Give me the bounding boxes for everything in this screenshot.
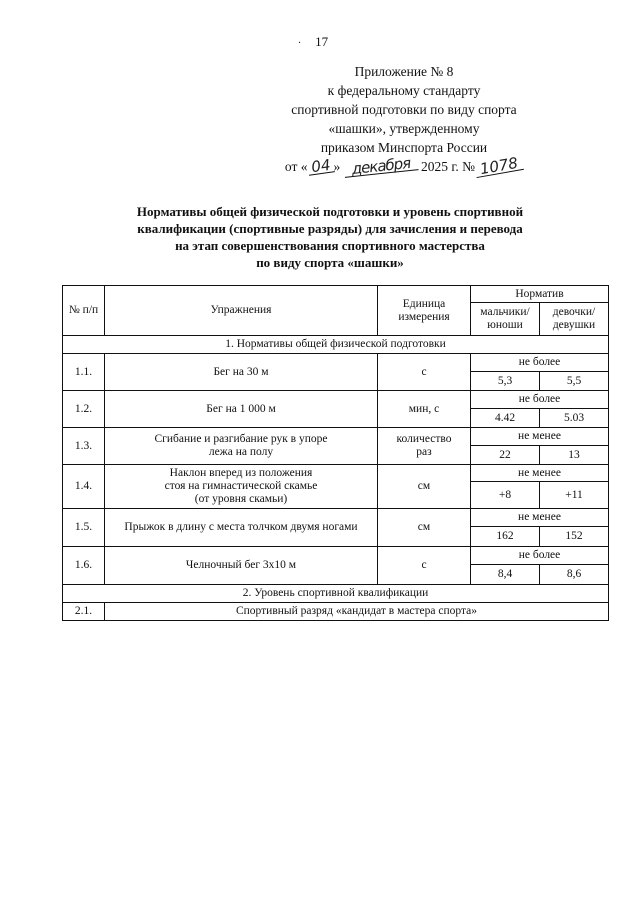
row-unit: [378, 428, 471, 465]
row-condition: не более: [471, 354, 609, 372]
section-row: [63, 585, 609, 603]
row-num: 2.1.: [63, 603, 105, 621]
row-num: 1.4.: [63, 465, 105, 509]
row-exercise-line: Сгибание и разгибание рук в упоре: [154, 433, 328, 445]
row-qualification: Спортивный разряд «кандидат в мастера спорта»: [105, 603, 609, 621]
appendix-line-4: «шашки», утвержденному: [328, 121, 480, 136]
header-girls: девочки/ девушки: [540, 303, 609, 336]
row-boys-value: 162: [471, 527, 540, 547]
appendix-header: [254, 62, 554, 179]
row-exercise: Бег на 30 м: [105, 354, 378, 391]
row-num: 1.3.: [63, 428, 105, 465]
row-exercise: Прыжок в длину с места толчком двумя ногами: [105, 509, 378, 547]
table-row: [63, 547, 609, 565]
row-condition: не менее: [471, 509, 609, 527]
header-norm: Норматив: [471, 286, 609, 303]
header-unit: Единица измерения: [378, 286, 471, 336]
header-boys: мальчики/ юноши: [471, 303, 540, 336]
row-girls-value: 13: [540, 446, 609, 465]
row-exercise-line: Наклон вперед из положения: [169, 467, 313, 479]
appendix-line-1: Приложение № 8: [354, 64, 454, 79]
header-exercise: Упражнения: [105, 286, 378, 336]
title-line-3: на этап совершенствования спортивного мастерства: [175, 238, 485, 253]
table-header-row: [63, 286, 609, 303]
page-number: [0, 34, 640, 50]
appendix-line-5: приказом Минспорта России: [320, 140, 488, 155]
table-row: [63, 391, 609, 409]
row-boys-value: 8,4: [471, 565, 540, 585]
table-row: [63, 354, 609, 372]
appendix-line-3: спортивной подготовки по виду спорта: [291, 102, 517, 117]
row-girls-value: 5.03: [540, 409, 609, 428]
header-num: № п/п: [63, 286, 105, 336]
row-num: 1.5.: [63, 509, 105, 547]
row-exercise-line: лежа на полу: [208, 446, 274, 458]
date-prefix: от «: [284, 159, 308, 174]
table-row: [63, 465, 609, 482]
date-year: 2025 г. №: [421, 159, 476, 174]
row-num: 1.1.: [63, 354, 105, 391]
row-condition: не более: [471, 547, 609, 565]
row-exercise: [105, 428, 378, 465]
page-dot: ·: [297, 38, 302, 49]
row-unit: с: [378, 354, 471, 391]
table-row: [63, 509, 609, 527]
document-title: [60, 203, 600, 271]
row-boys-value: +8: [471, 482, 540, 509]
row-exercise: Бег на 1 000 м: [105, 391, 378, 428]
page-number-text: 17: [315, 34, 329, 49]
row-condition: не более: [471, 391, 609, 409]
row-exercise: [105, 465, 378, 509]
row-boys-value: 22: [471, 446, 540, 465]
table-row: [63, 603, 609, 621]
title-line-2: квалификации (спортивные разряды) для зачисления и перевода: [137, 221, 523, 236]
row-girls-value: +11: [540, 482, 609, 509]
row-exercise: Челночный бег 3х10 м: [105, 547, 378, 585]
section-2-title: 2. Уровень спортивной квалификации: [63, 585, 609, 603]
handwritten-day: 04: [307, 157, 335, 175]
row-unit: с: [378, 547, 471, 585]
row-unit: см: [378, 465, 471, 509]
title-line-1: Нормативы общей физической подготовки и уровень спортивной: [136, 204, 524, 219]
row-girls-value: 5,5: [540, 372, 609, 391]
section-1-title: 1. Нормативы общей физической подготовки: [63, 336, 609, 354]
date-mid: »: [333, 159, 341, 174]
table-row: [63, 428, 609, 446]
row-unit-line: раз: [416, 446, 432, 458]
handwritten-month: декабря: [343, 155, 418, 178]
title-line-4: по виду спорта «шашки»: [256, 255, 404, 270]
row-exercise-line: (от уровня скамьи): [194, 493, 288, 505]
row-exercise-line: стоя на гимнастической скамье: [164, 480, 318, 492]
appendix-date-line: [254, 153, 554, 179]
section-row: [63, 336, 609, 354]
row-unit: см: [378, 509, 471, 547]
row-num: 1.2.: [63, 391, 105, 428]
row-girls-value: 8,6: [540, 565, 609, 585]
handwritten-order-number: 1078: [474, 155, 524, 178]
row-boys-value: 5,3: [471, 372, 540, 391]
row-condition: не менее: [471, 465, 609, 482]
row-boys-value: 4.42: [471, 409, 540, 428]
row-condition: не менее: [471, 428, 609, 446]
row-unit: мин, с: [378, 391, 471, 428]
appendix-line-2: к федеральному стандарту: [327, 83, 481, 98]
row-num: 1.6.: [63, 547, 105, 585]
row-unit-line: количество: [396, 433, 452, 445]
norms-table: [62, 285, 609, 621]
row-girls-value: 152: [540, 527, 609, 547]
